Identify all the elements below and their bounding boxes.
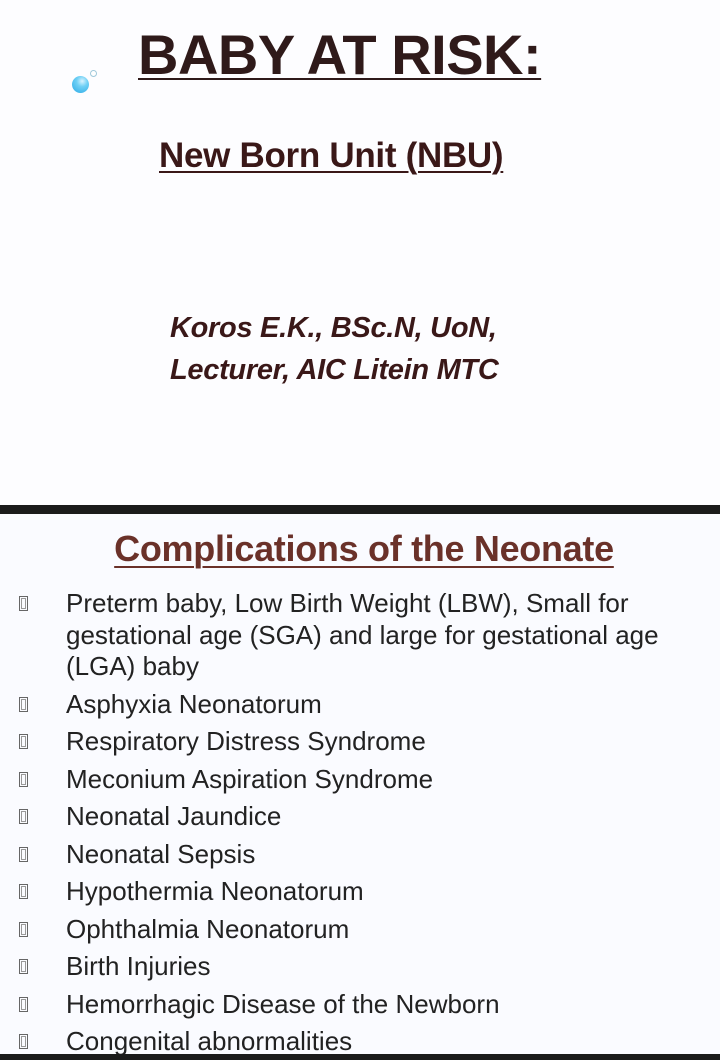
list-item [0,764,696,796]
section-title: Complications of the Neonate [114,528,614,569]
missing-glyph-box-icon [19,922,28,937]
list-item-text: Meconium Aspiration Syndrome [66,763,434,794]
list-item-text: Respiratory Distress Syndrome [66,726,426,756]
list-item-text: Asphyxia Neonatorum [66,688,322,719]
missing-glyph-box-icon [19,734,28,749]
list-item-text: Hypothermia Neonatorum [66,876,364,906]
list-item [0,914,696,946]
complications-slide [0,514,720,1054]
list-item [0,876,696,908]
list-item [0,951,696,983]
list-item [0,588,696,683]
slide-divider [0,505,720,514]
missing-glyph-box-icon [19,959,28,974]
list-item-text: Ophthalmia Neonatorum [66,913,350,944]
list-item-text: Neonatal Sepsis [66,838,256,869]
missing-glyph-box-icon [19,772,28,787]
author-line-1: Koros E.K., BSc.N, UoN, [170,312,497,344]
list-item [0,801,696,833]
list-item [0,689,696,721]
author-line-2: Lecturer, AIC Litein MTC [170,354,499,386]
bottom-divider [0,1054,720,1060]
title-slide [0,0,720,505]
missing-glyph-box-icon [19,997,28,1012]
large-bubble [72,76,89,93]
bubbles-icon [70,68,100,96]
list-item [0,839,696,871]
missing-glyph-box-icon [19,697,28,712]
list-item [0,989,696,1021]
list-item-text: Birth Injuries [66,951,211,981]
missing-glyph-box-icon [19,884,28,899]
missing-glyph-box-icon [19,809,28,824]
small-bubble [90,70,97,77]
list-item [0,1026,696,1054]
missing-glyph-box-icon [19,1034,28,1049]
complications-list [0,588,696,1054]
list-item-text: Neonatal Jaundice [66,801,282,831]
list-item-text: Hemorrhagic Disease of the Newborn [66,988,500,1019]
list-item-text: Preterm baby, Low Birth Weight (LBW), Small for gestational age (SGA) and large for gestational age (LGA) baby [66,588,659,681]
slide-subtitle: New Born Unit (NBU) [159,136,504,175]
list-item-text: Congenital abnormalities [66,1026,353,1054]
list-item [0,726,696,758]
slide-title: BABY AT RISK: [138,23,542,86]
missing-glyph-box-icon [19,596,28,611]
missing-glyph-box-icon [19,847,28,862]
